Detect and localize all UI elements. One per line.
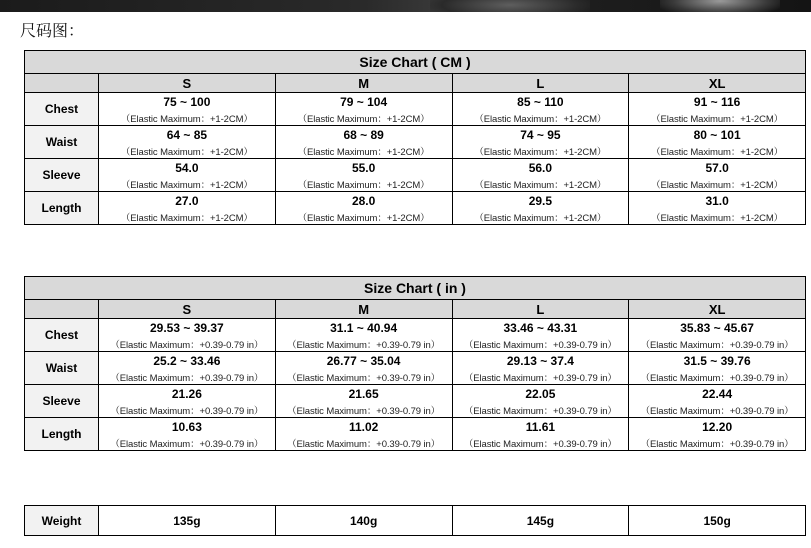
in-waist-m: 26.77 ~ 35.04 (275, 352, 452, 371)
in-sleeve-l: 22.05 (452, 385, 629, 404)
size-header-s: S (99, 74, 276, 93)
table-row (25, 192, 806, 211)
weight-xl: 150g (629, 506, 806, 536)
cm-waist-s: 64 ~ 85 (99, 126, 276, 145)
in-length-m: 11.02 (275, 418, 452, 437)
size-chart-in (24, 276, 806, 451)
elastic-note: （Elastic Maximum：+1-2CM） (629, 144, 806, 159)
cm-length-s: 27.0 (99, 192, 276, 211)
elastic-note: （Elastic Maximum：+1-2CM） (629, 210, 806, 225)
row-label-chest: Chest (25, 319, 99, 352)
cm-length-m: 28.0 (275, 192, 452, 211)
elastic-note: （Elastic Maximum：+1-2CM） (452, 177, 629, 192)
table-row (25, 319, 806, 338)
cm-chest-xl: 91 ~ 116 (629, 93, 806, 112)
in-length-l: 11.61 (452, 418, 629, 437)
table-row (25, 370, 806, 385)
table-row (25, 210, 806, 225)
in-chest-s: 29.53 ~ 39.37 (99, 319, 276, 338)
size-header-m: M (275, 74, 452, 93)
in-sleeve-s: 21.26 (99, 385, 276, 404)
cm-sleeve-xl: 57.0 (629, 159, 806, 178)
cm-sleeve-m: 55.0 (275, 159, 452, 178)
elastic-note: （Elastic Maximum：+0.39-0.79 in） (452, 436, 629, 451)
elastic-note: （Elastic Maximum：+0.39-0.79 in） (99, 436, 276, 451)
elastic-note: （Elastic Maximum：+0.39-0.79 in） (629, 403, 806, 418)
weight-l: 145g (452, 506, 629, 536)
cm-chest-m: 79 ~ 104 (275, 93, 452, 112)
row-label-waist: Waist (25, 126, 99, 159)
cm-length-xl: 31.0 (629, 192, 806, 211)
elastic-note: （Elastic Maximum：+1-2CM） (452, 111, 629, 126)
corner-cell (25, 300, 99, 319)
in-length-s: 10.63 (99, 418, 276, 437)
elastic-note: （Elastic Maximum：+0.39-0.79 in） (629, 436, 806, 451)
table-row (25, 436, 806, 451)
elastic-note: （Elastic Maximum：+1-2CM） (99, 210, 276, 225)
elastic-note: （Elastic Maximum：+1-2CM） (99, 144, 276, 159)
elastic-note: （Elastic Maximum：+0.39-0.79 in） (99, 337, 276, 352)
weight-s: 135g (99, 506, 276, 536)
in-sleeve-xl: 22.44 (629, 385, 806, 404)
table-row (25, 418, 806, 437)
corner-cell (25, 74, 99, 93)
in-chart-title: Size Chart ( in ) (25, 277, 806, 300)
elastic-note: （Elastic Maximum：+0.39-0.79 in） (99, 370, 276, 385)
size-header-l: L (452, 74, 629, 93)
table-row (25, 352, 806, 371)
row-label-length: Length (25, 192, 99, 225)
elastic-note: （Elastic Maximum：+1-2CM） (452, 210, 629, 225)
cm-chest-s: 75 ~ 100 (99, 93, 276, 112)
cm-sleeve-l: 56.0 (452, 159, 629, 178)
table-row (25, 144, 806, 159)
cm-chest-l: 85 ~ 110 (452, 93, 629, 112)
size-chart-heading: 尺码图： (20, 21, 85, 40)
cm-waist-l: 74 ~ 95 (452, 126, 629, 145)
in-waist-l: 29.13 ~ 37.4 (452, 352, 629, 371)
elastic-note: （Elastic Maximum：+1-2CM） (629, 111, 806, 126)
size-header-m: M (275, 300, 452, 319)
table-row (25, 337, 806, 352)
weight-m: 140g (275, 506, 452, 536)
row-label-waist: Waist (25, 352, 99, 385)
elastic-note: （Elastic Maximum：+1-2CM） (452, 144, 629, 159)
elastic-note: （Elastic Maximum：+1-2CM） (99, 177, 276, 192)
size-chart-cm (24, 50, 806, 225)
cm-length-l: 29.5 (452, 192, 629, 211)
elastic-note: （Elastic Maximum：+1-2CM） (275, 144, 452, 159)
in-sleeve-m: 21.65 (275, 385, 452, 404)
table-row (25, 111, 806, 126)
elastic-note: （Elastic Maximum：+0.39-0.79 in） (452, 370, 629, 385)
elastic-note: （Elastic Maximum：+0.39-0.79 in） (629, 370, 806, 385)
row-label-chest: Chest (25, 93, 99, 126)
table-row (25, 177, 806, 192)
elastic-note: （Elastic Maximum：+0.39-0.79 in） (452, 403, 629, 418)
in-chest-l: 33.46 ~ 43.31 (452, 319, 629, 338)
cm-chart-title: Size Chart ( CM ) (25, 51, 806, 74)
elastic-note: （Elastic Maximum：+0.39-0.79 in） (275, 436, 452, 451)
elastic-note: （Elastic Maximum：+0.39-0.79 in） (275, 337, 452, 352)
size-header-s: S (99, 300, 276, 319)
in-waist-xl: 31.5 ~ 39.76 (629, 352, 806, 371)
elastic-note: （Elastic Maximum：+1-2CM） (275, 111, 452, 126)
elastic-note: （Elastic Maximum：+1-2CM） (99, 111, 276, 126)
in-length-xl: 12.20 (629, 418, 806, 437)
elastic-note: （Elastic Maximum：+0.39-0.79 in） (99, 403, 276, 418)
elastic-note: （Elastic Maximum：+1-2CM） (275, 177, 452, 192)
size-header-xl: XL (629, 74, 806, 93)
elastic-note: （Elastic Maximum：+1-2CM） (275, 210, 452, 225)
elastic-note: （Elastic Maximum：+0.39-0.79 in） (275, 370, 452, 385)
elastic-note: （Elastic Maximum：+0.39-0.79 in） (275, 403, 452, 418)
row-label-sleeve: Sleeve (25, 159, 99, 192)
table-row (25, 126, 806, 145)
in-waist-s: 25.2 ~ 33.46 (99, 352, 276, 371)
elastic-note: （Elastic Maximum：+1-2CM） (629, 177, 806, 192)
size-header-l: L (452, 300, 629, 319)
in-chest-m: 31.1 ~ 40.94 (275, 319, 452, 338)
in-chest-xl: 35.83 ~ 45.67 (629, 319, 806, 338)
product-photo-strip (0, 0, 811, 12)
cm-waist-xl: 80 ~ 101 (629, 126, 806, 145)
size-header-xl: XL (629, 300, 806, 319)
table-row (25, 93, 806, 112)
row-label-length: Length (25, 418, 99, 451)
cm-sleeve-s: 54.0 (99, 159, 276, 178)
row-label-sleeve: Sleeve (25, 385, 99, 418)
table-row (25, 159, 806, 178)
table-row (25, 385, 806, 404)
elastic-note: （Elastic Maximum：+0.39-0.79 in） (452, 337, 629, 352)
elastic-note: （Elastic Maximum：+0.39-0.79 in） (629, 337, 806, 352)
cm-waist-m: 68 ~ 89 (275, 126, 452, 145)
table-row (25, 506, 806, 536)
row-label-weight: Weight (25, 506, 99, 536)
weight-table (24, 505, 806, 536)
table-row (25, 403, 806, 418)
